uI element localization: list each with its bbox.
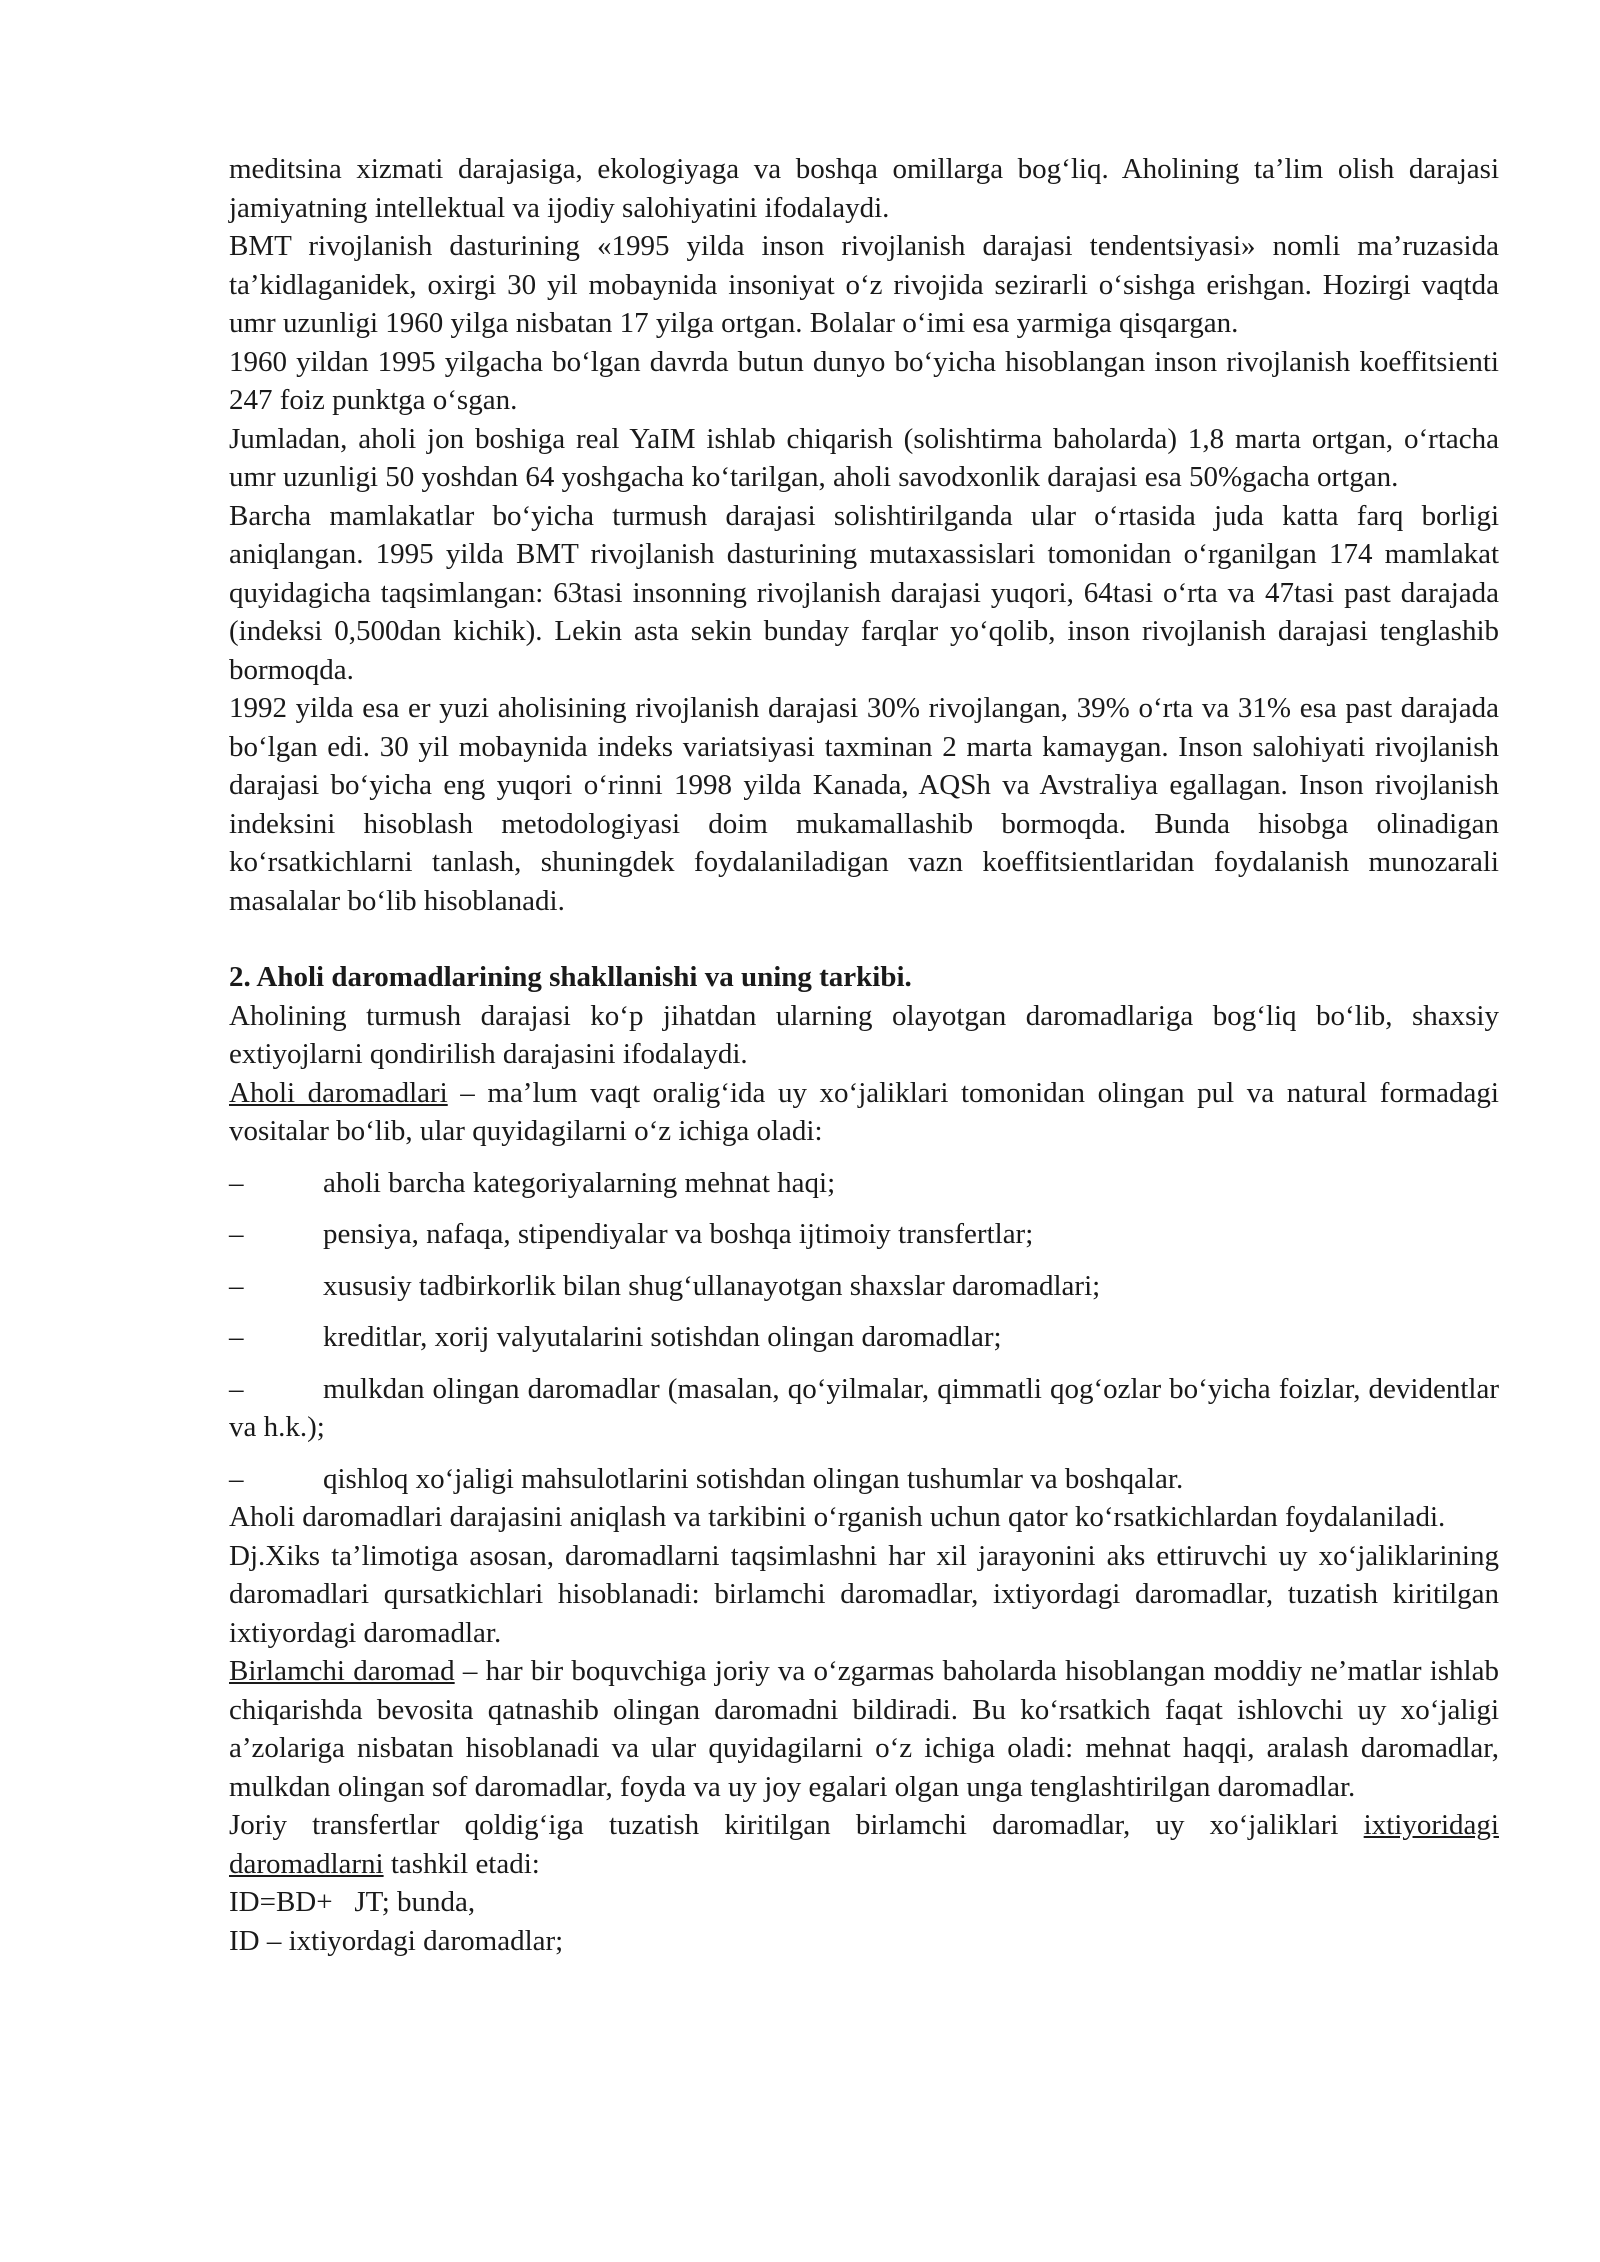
definition-text: – ma’lum vaqt oralig‘ida uy xo‘jaliklari tomonidan olingan pul va natural formadagi vositalar bo‘lib, ular quyidagilarni o‘z ichiga oladi: (229, 1076, 1499, 1147)
definition-paragraph (229, 1652, 1499, 1806)
paragraph: Aholi daromadlari darajasini aniqlash va tarkibini o‘rganish uchun qator ko‘rsatkichlardan foydalaniladi. (229, 1501, 1446, 1533)
spacer (229, 920, 1499, 958)
list-item: – mulkdan olingan daromadlar (masalan, qo‘yilmalar, qimmatli qog‘ozlar bo‘yicha foizlar, devidentlar va h.k.); (229, 1370, 1499, 1447)
definition-text: – har bir boquvchiga joriy va o‘zgarmas baholarda hisoblangan moddiy ne’matlar ishlab chiqarishda bevosita qatnashib olingan daromadni bildiradi. Bu ko‘rsatkich faqat ishlovchi uy xo‘jaligi a’zolariga nisbatan hisoblanadi va ular quyidagilarni o‘z ichiga oladi: mehnat haqqi, aralash daromadlar, mulkdan olingan sof daromadlar, foyda va uy joy egalari olgan unga tenglashtirilgan daromadlar. (229, 1655, 1499, 1803)
list-marker: – (229, 1218, 244, 1250)
list-marker: – (229, 1372, 244, 1405)
paragraph: Jumladan, aholi jon boshiga real YaIM ishlab chiqarish (solishtirma baholarda) 1,8 marta ortgan, o‘rtacha umr uzunligi 50 yoshdan 64 yoshgacha ko‘tarilgan, aholi savodxonlik darajasi esa 50%gacha ortgan. (229, 422, 1499, 493)
defined-term: Aholi daromadlari (229, 1076, 448, 1109)
list-item: – pensiya, nafaqa, stipendiyalar va boshqa ijtimoiy transfertlar; (229, 1215, 1499, 1254)
formula: ID=BD+ JT; bunda, (229, 1886, 476, 1918)
paragraph: meditsina xizmati darajasiga, ekologiyaga va boshqa omillarga bog‘liq. Aholining ta’lim olish darajasi jamiyatning intellektual va ijodiy salohiyatini ifodalaydi. (229, 153, 1499, 224)
list-marker: – (229, 1269, 244, 1302)
paragraph: BMT rivojlanish dasturining «1995 yilda inson rivojlanish darajasi tendentsiyasi» nomli ma’ruzasida ta’kidlaganidek, oxirgi 30 yil mobaynida insoniyat o‘z rivojida sezirarli o‘sishga erishgan. Hozirgi vaqtda umr uzunligi 1960 yilga nisbatan 17 yilga ortgan. Bolalar o‘imi esa yarmiga qisqargan. (229, 230, 1499, 339)
paragraph: 1960 yildan 1995 yilgacha bo‘lgan davrda butun dunyo bo‘yicha hisoblangan inson rivojlanish koeffitsienti 247 foiz punktga o‘sgan. (229, 345, 1499, 416)
definition-paragraph (229, 1074, 1499, 1151)
paragraph: 1992 yilda esa er yuzi aholisining rivojlanish darajasi 30% rivojlangan, 39% o‘rta va 31% esa past darajada bo‘lgan edi. 30 yil mobaynida indeks variatsiyasi taxminan 2 marta kamaygan. Inson salohiyati rivojlanish darajasi bo‘yicha eng yuqori o‘rinni 1998 yilda Kanada, AQSh va Avstraliya egallagan. Inson rivojlanish indeksini hisoblash metodologiyasi doim mukamallashib bormoqda. Bunda hisobga olinadigan ko‘rsatkichlarni tanlash, shuningdek foydalaniladigan vazn koeffitsientlaridan foydalanish munozarali masalalar bo‘lib hisoblanadi. (229, 692, 1499, 917)
list-item: – kreditlar, xorij valyutalarini sotishdan olingan daromadlar; (229, 1318, 1499, 1357)
income-list (229, 1164, 1499, 1499)
list-item: – aholi barcha kategoriyalarning mehnat haqi; (229, 1164, 1499, 1203)
defined-term: Birlamchi daromad (229, 1655, 455, 1687)
list-marker: – (229, 1462, 244, 1495)
defined-term: ixtiyoridagi daromadlarni (229, 1809, 1499, 1880)
list-marker: – (229, 1321, 244, 1353)
list-marker: – (229, 1166, 244, 1199)
list-item: – qishloq xo‘jaligi mahsulotlarini sotishdan olingan tushumlar va boshqalar. (229, 1460, 1499, 1499)
formula-definition: ID – ixtiyordagi daromadlar; (229, 1924, 564, 1957)
paragraph: Dj.Xiks ta’limotiga asosan, daromadlarni taqsimlashni har xil jarayonini aks ettiruvchi uy xo‘jaliklarining daromadlari qursatkichlari hisoblanadi: birlamchi daromadlar, ixtiyordagi daromadlar, tuzatish kiritilgan ixtiyordagi daromadlar. (229, 1539, 1499, 1649)
section-heading: 2. Aholi daromadlarining shakllanishi va uning tarkibi. (229, 961, 912, 993)
paragraph: Barcha mamlakatlar bo‘yicha turmush darajasi solishtirilganda ular o‘rtasida juda katta farq borligi aniqlangan. 1995 yilda BMT rivojlanish dasturining mutaxassislari tomonidan o‘rganilgan 174 mamlakat quyidagicha taqsimlangan: 63tasi insonning rivojlanish darajasi yuqori, 64tasi o‘rta va 47tasi past darajada (indeksi 0,500dan kichik). Lekin asta sekin bunday farqlar yo‘qolib, inson rivojlanish darajasi tenglashib bormoqda. (229, 499, 1499, 686)
paragraph: Joriy transfertlar qoldig‘iga tuzatish kiritilgan birlamchi daromadlar, uy xo‘jaliklari ixtiyoridagi daromadlarni tashkil etadi: (229, 1809, 1499, 1880)
paragraph: Aholining turmush darajasi ko‘p jihatdan ularning olayotgan daromadlariga bog‘liq bo‘lib, shaxsiy extiyojlarni qondirilish darajasini ifodalaydi. (229, 999, 1499, 1070)
list-item: – xususiy tadbirkorlik bilan shug‘ullanayotgan shaxslar daromadlari; (229, 1267, 1499, 1306)
document-page (229, 150, 1499, 1960)
